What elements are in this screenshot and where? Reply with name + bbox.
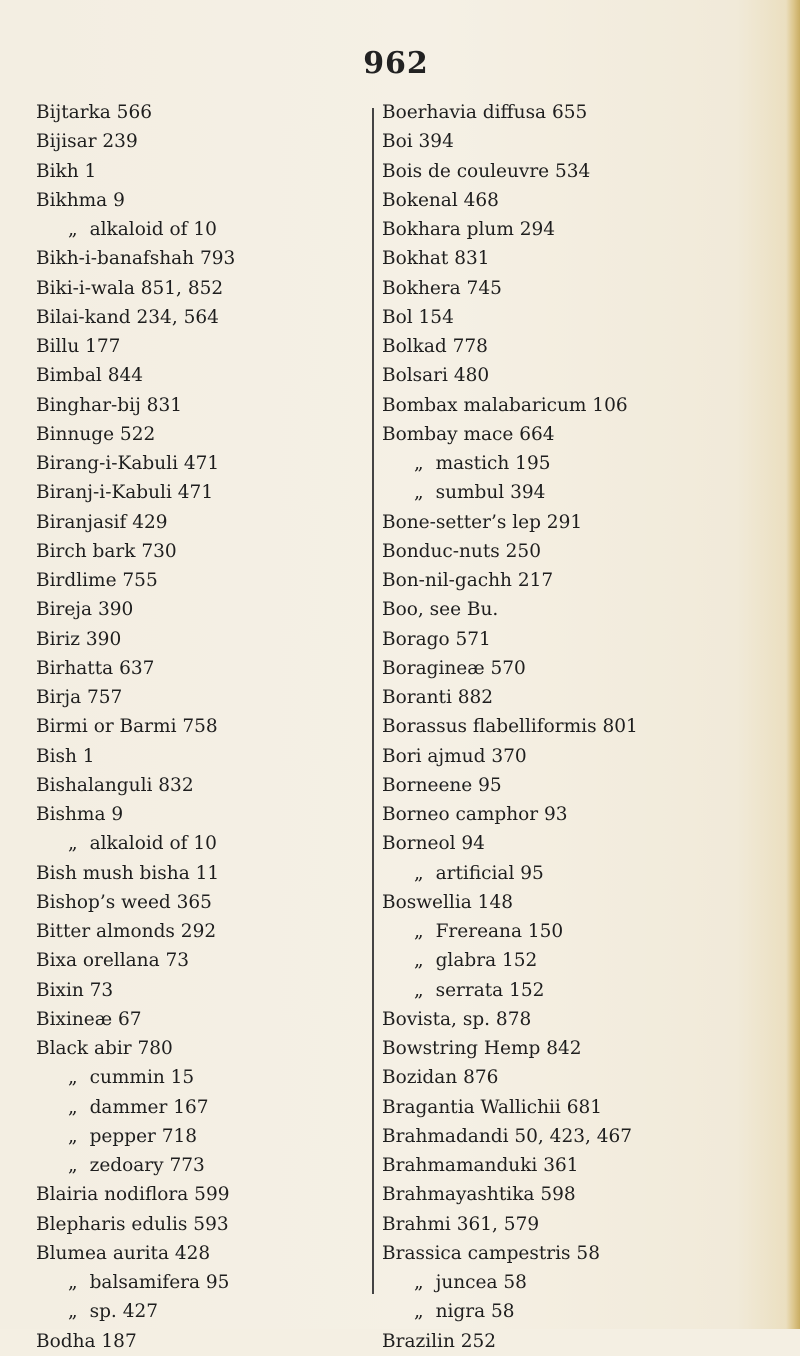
index-entry-text: Bokhat 831 — [382, 248, 490, 270]
index-entry-text: Birch bark 730 — [36, 540, 177, 562]
index-entry — [382, 976, 638, 1005]
index-entry-text: Bokhera 745 — [382, 277, 502, 299]
index-entry — [382, 127, 638, 156]
index-entry — [382, 917, 638, 946]
index-entry — [382, 654, 638, 683]
index-entry-text: Birhatta 637 — [36, 657, 155, 679]
index-entry-text: Bishma 9 — [36, 804, 124, 825]
index-entry-text: Brahmadandi 50, 423, 467 — [382, 1125, 633, 1147]
index-entry — [382, 1034, 638, 1063]
index-entry — [382, 478, 638, 507]
index-entry — [36, 1005, 235, 1034]
index-entry — [382, 1151, 638, 1180]
ditto-mark: „ — [414, 1301, 424, 1323]
ditto-mark: „ — [414, 921, 424, 942]
index-entry-text: alkaloid of 10 — [89, 833, 217, 855]
index-entry — [382, 332, 638, 361]
index-entry-text: Boranti 882 — [382, 687, 494, 708]
index-entry — [36, 946, 235, 975]
index-entry-text: Bijtarka 566 — [36, 102, 152, 123]
index-entry — [382, 391, 638, 420]
index-entry-text: Brahmayashtika 598 — [382, 1184, 576, 1206]
index-entry — [382, 800, 638, 829]
index-entry — [382, 771, 638, 800]
index-entry-text: Brassica campestris 58 — [382, 1242, 600, 1264]
index-entry — [36, 157, 235, 186]
index-entry-text: Billu 177 — [36, 336, 121, 357]
index-entry — [36, 303, 235, 332]
index-entry-text: Borneo camphor 93 — [382, 804, 568, 825]
page-number: 962 — [363, 46, 429, 81]
index-entry-text: Blairia nodiflora 599 — [36, 1184, 230, 1206]
index-entry — [36, 274, 235, 303]
index-entry — [36, 361, 235, 390]
index-entry-text: pepper 718 — [89, 1125, 198, 1147]
index-entry-text: serrata 152 — [435, 979, 545, 1001]
index-entry-text: sp. 427 — [89, 1301, 159, 1323]
index-entry — [36, 1268, 235, 1297]
index-entry — [382, 186, 638, 215]
ditto-mark: „ — [68, 1301, 78, 1323]
index-entry — [36, 1239, 235, 1268]
index-entry-text: Frereana 150 — [435, 921, 564, 942]
index-entry — [36, 888, 235, 917]
index-entry-text: Bitter almonds 292 — [36, 921, 217, 942]
index-entry-text: Boerhavia diffusa 655 — [382, 102, 588, 123]
index-entry-text: Black abir 780 — [36, 1038, 173, 1059]
index-entry — [36, 1093, 235, 1122]
index-entry-text: alkaloid of 10 — [89, 219, 217, 240]
index-entry — [36, 420, 235, 449]
index-entry-text: Bikh 1 — [36, 160, 97, 182]
index-entry — [382, 859, 638, 888]
index-entry — [36, 859, 235, 888]
index-entry-text: Boragineæ 570 — [382, 657, 526, 679]
index-entry — [36, 595, 235, 624]
index-entry — [36, 654, 235, 683]
index-entry-text: Bixineæ 67 — [36, 1008, 142, 1030]
index-entry-text: Bozidan 876 — [382, 1067, 499, 1089]
index-entry-text: Bishop’s weed 365 — [36, 891, 212, 913]
index-entry-text: Bowstring Hemp 842 — [382, 1038, 582, 1059]
ditto-mark: „ — [414, 1272, 424, 1293]
index-entry — [382, 1210, 638, 1239]
index-entry-text: Bori ajmud 370 — [382, 745, 527, 767]
index-entry — [36, 1210, 235, 1239]
index-entry — [382, 595, 638, 624]
index-entry-text: Bokhara plum 294 — [382, 219, 556, 240]
index-entry-text: zedoary 773 — [89, 1155, 205, 1176]
index-entry — [382, 508, 638, 537]
index-entry-text: Binghar-bij 831 — [36, 394, 182, 416]
index-entry — [36, 244, 235, 273]
index-entry — [382, 1122, 638, 1151]
index-entry-text: sumbul 394 — [435, 482, 546, 504]
index-entry-text: dammer 167 — [89, 1096, 209, 1118]
index-entry-text: Bilai-kand 234, 564 — [36, 306, 219, 328]
index-entry — [382, 1239, 638, 1268]
index-entry-text: Biki-i-wala 851, 852 — [36, 277, 224, 299]
index-entry-text: Bijisar 239 — [36, 131, 138, 153]
index-entry — [382, 625, 638, 654]
index-entry — [36, 1180, 235, 1209]
page-edge-shadow — [786, 0, 800, 1329]
index-entry — [382, 537, 638, 566]
index-entry-text: Bokenal 468 — [382, 189, 499, 211]
index-entry — [36, 1151, 235, 1180]
index-entry — [36, 186, 235, 215]
index-entry-text: Biranjasif 429 — [36, 511, 168, 533]
index-entry — [382, 683, 638, 712]
index-entry — [36, 976, 235, 1005]
index-entry — [36, 332, 235, 361]
index-entry-text: Bolsari 480 — [382, 365, 490, 387]
index-entry — [382, 361, 638, 390]
index-entry — [36, 215, 235, 244]
index-entry-text: Brahmi 361, 579 — [382, 1213, 540, 1235]
index-entry-text: Bireja 390 — [36, 599, 134, 621]
index-entry-text: Boi 394 — [382, 131, 454, 153]
index-entry-text: Blepharis edulis 593 — [36, 1213, 229, 1235]
index-entry — [36, 537, 235, 566]
index-entry — [36, 391, 235, 420]
index-entry — [382, 829, 638, 858]
index-entry — [382, 742, 638, 771]
index-entry — [382, 274, 638, 303]
index-entry-text: Birang-i-Kabuli 471 — [36, 453, 220, 474]
ditto-mark: „ — [68, 1125, 78, 1147]
index-entry-text: Bikhma 9 — [36, 189, 125, 211]
index-entry-text: Biriz 390 — [36, 628, 122, 650]
index-entry-text: Binnuge 522 — [36, 423, 156, 445]
index-entry-text: glabra 152 — [435, 950, 538, 972]
index-entry-text: Boo, see Bu. — [382, 599, 499, 621]
index-entry-text: Bodha 187 — [36, 1330, 137, 1352]
index-entry-text: artificial 95 — [435, 862, 544, 884]
index-entry — [382, 1268, 638, 1297]
index-entry-text: Borneol 94 — [382, 833, 485, 855]
index-entry — [36, 1297, 235, 1326]
index-entry — [36, 566, 235, 595]
index-entry — [36, 98, 235, 127]
index-column-left — [36, 98, 235, 1356]
index-entry-text: Birdlime 755 — [36, 570, 158, 591]
index-entry — [36, 712, 235, 741]
index-entry — [382, 303, 638, 332]
index-entry — [36, 1327, 235, 1356]
ditto-mark: „ — [68, 1096, 78, 1118]
index-entry-text: nigra 58 — [435, 1301, 515, 1323]
index-entry-text: juncea 58 — [435, 1272, 527, 1293]
index-entry — [382, 1180, 638, 1209]
index-entry — [382, 1063, 638, 1092]
index-entry — [36, 508, 235, 537]
index-entry-text: Bixa orellana 73 — [36, 950, 190, 972]
index-entry — [36, 829, 235, 858]
index-entry — [382, 215, 638, 244]
index-entry — [382, 449, 638, 478]
index-entry — [36, 1122, 235, 1151]
index-entry — [36, 1034, 235, 1063]
index-entry-text: Bishalanguli 832 — [36, 774, 194, 796]
index-entry-text: cummin 15 — [89, 1067, 195, 1089]
index-entry — [382, 888, 638, 917]
index-entry — [382, 1093, 638, 1122]
index-entry-text: Bragantia Wallichii 681 — [382, 1096, 603, 1118]
index-entry-text: Brahmamanduki 361 — [382, 1155, 579, 1176]
index-entry — [382, 712, 638, 741]
ditto-mark: „ — [414, 979, 424, 1001]
index-entry-text: Bon-nil-gachh 217 — [382, 570, 554, 591]
index-entry — [382, 566, 638, 595]
index-entry — [36, 917, 235, 946]
ditto-mark: „ — [68, 219, 78, 240]
index-entry-text: Bovista, sp. 878 — [382, 1008, 532, 1030]
ditto-mark: „ — [414, 453, 424, 474]
index-entry — [382, 1297, 638, 1326]
ditto-mark: „ — [68, 1272, 78, 1293]
index-entry — [382, 1327, 638, 1356]
ditto-mark: „ — [68, 833, 78, 855]
index-entry — [36, 449, 235, 478]
index-entry-text: Birja 757 — [36, 687, 123, 708]
index-entry — [36, 771, 235, 800]
index-entry — [382, 244, 638, 273]
index-entry-text: Bois de couleuvre 534 — [382, 160, 591, 182]
index-entry-text: Brazilin 252 — [382, 1330, 497, 1352]
index-entry-text: Bimbal 844 — [36, 365, 144, 387]
index-entry-text: Bolkad 778 — [382, 336, 488, 357]
ditto-mark: „ — [414, 950, 424, 972]
index-entry-text: Bol 154 — [382, 306, 454, 328]
index-entry-text: Bixin 73 — [36, 979, 114, 1001]
index-entry — [36, 478, 235, 507]
ditto-mark: „ — [414, 862, 424, 884]
index-entry-text: mastich 195 — [435, 453, 551, 474]
index-entry-text: Bish mush bisha 11 — [36, 862, 220, 884]
index-entry — [36, 1063, 235, 1092]
index-entry-text: Bombay mace 664 — [382, 423, 555, 445]
index-entry-text: Blumea aurita 428 — [36, 1242, 211, 1264]
index-entry-text: Borassus flabelliformis 801 — [382, 716, 638, 738]
index-entry-text: Bish 1 — [36, 745, 95, 767]
index-entry — [382, 946, 638, 975]
index-entry-text: Bone-setter’s lep 291 — [382, 511, 583, 533]
index-entry-text: Borneene 95 — [382, 774, 502, 796]
index-entry — [36, 742, 235, 771]
index-entry-text: balsamifera 95 — [89, 1272, 230, 1293]
ditto-mark: „ — [68, 1067, 78, 1089]
index-entry — [382, 157, 638, 186]
index-entry — [36, 683, 235, 712]
index-entry — [382, 1005, 638, 1034]
index-column-right — [382, 98, 638, 1356]
index-entry — [36, 800, 235, 829]
ditto-mark: „ — [68, 1155, 78, 1176]
index-entry-text: Boswellia 148 — [382, 891, 513, 913]
index-entry — [382, 420, 638, 449]
index-entry-text: Bonduc-nuts 250 — [382, 540, 541, 562]
index-entry-text: Biranj-i-Kabuli 471 — [36, 482, 214, 504]
index-entry-text: Bombax malabaricum 106 — [382, 394, 628, 416]
index-entry — [36, 127, 235, 156]
index-entry-text: Bikh-i-banafshah 793 — [36, 248, 236, 270]
index-entry-text: Birmi or Barmi 758 — [36, 716, 218, 738]
index-entry — [36, 625, 235, 654]
column-divider — [372, 108, 374, 1294]
index-entry — [382, 98, 638, 127]
index-entry-text: Borago 571 — [382, 628, 491, 650]
ditto-mark: „ — [414, 482, 424, 504]
